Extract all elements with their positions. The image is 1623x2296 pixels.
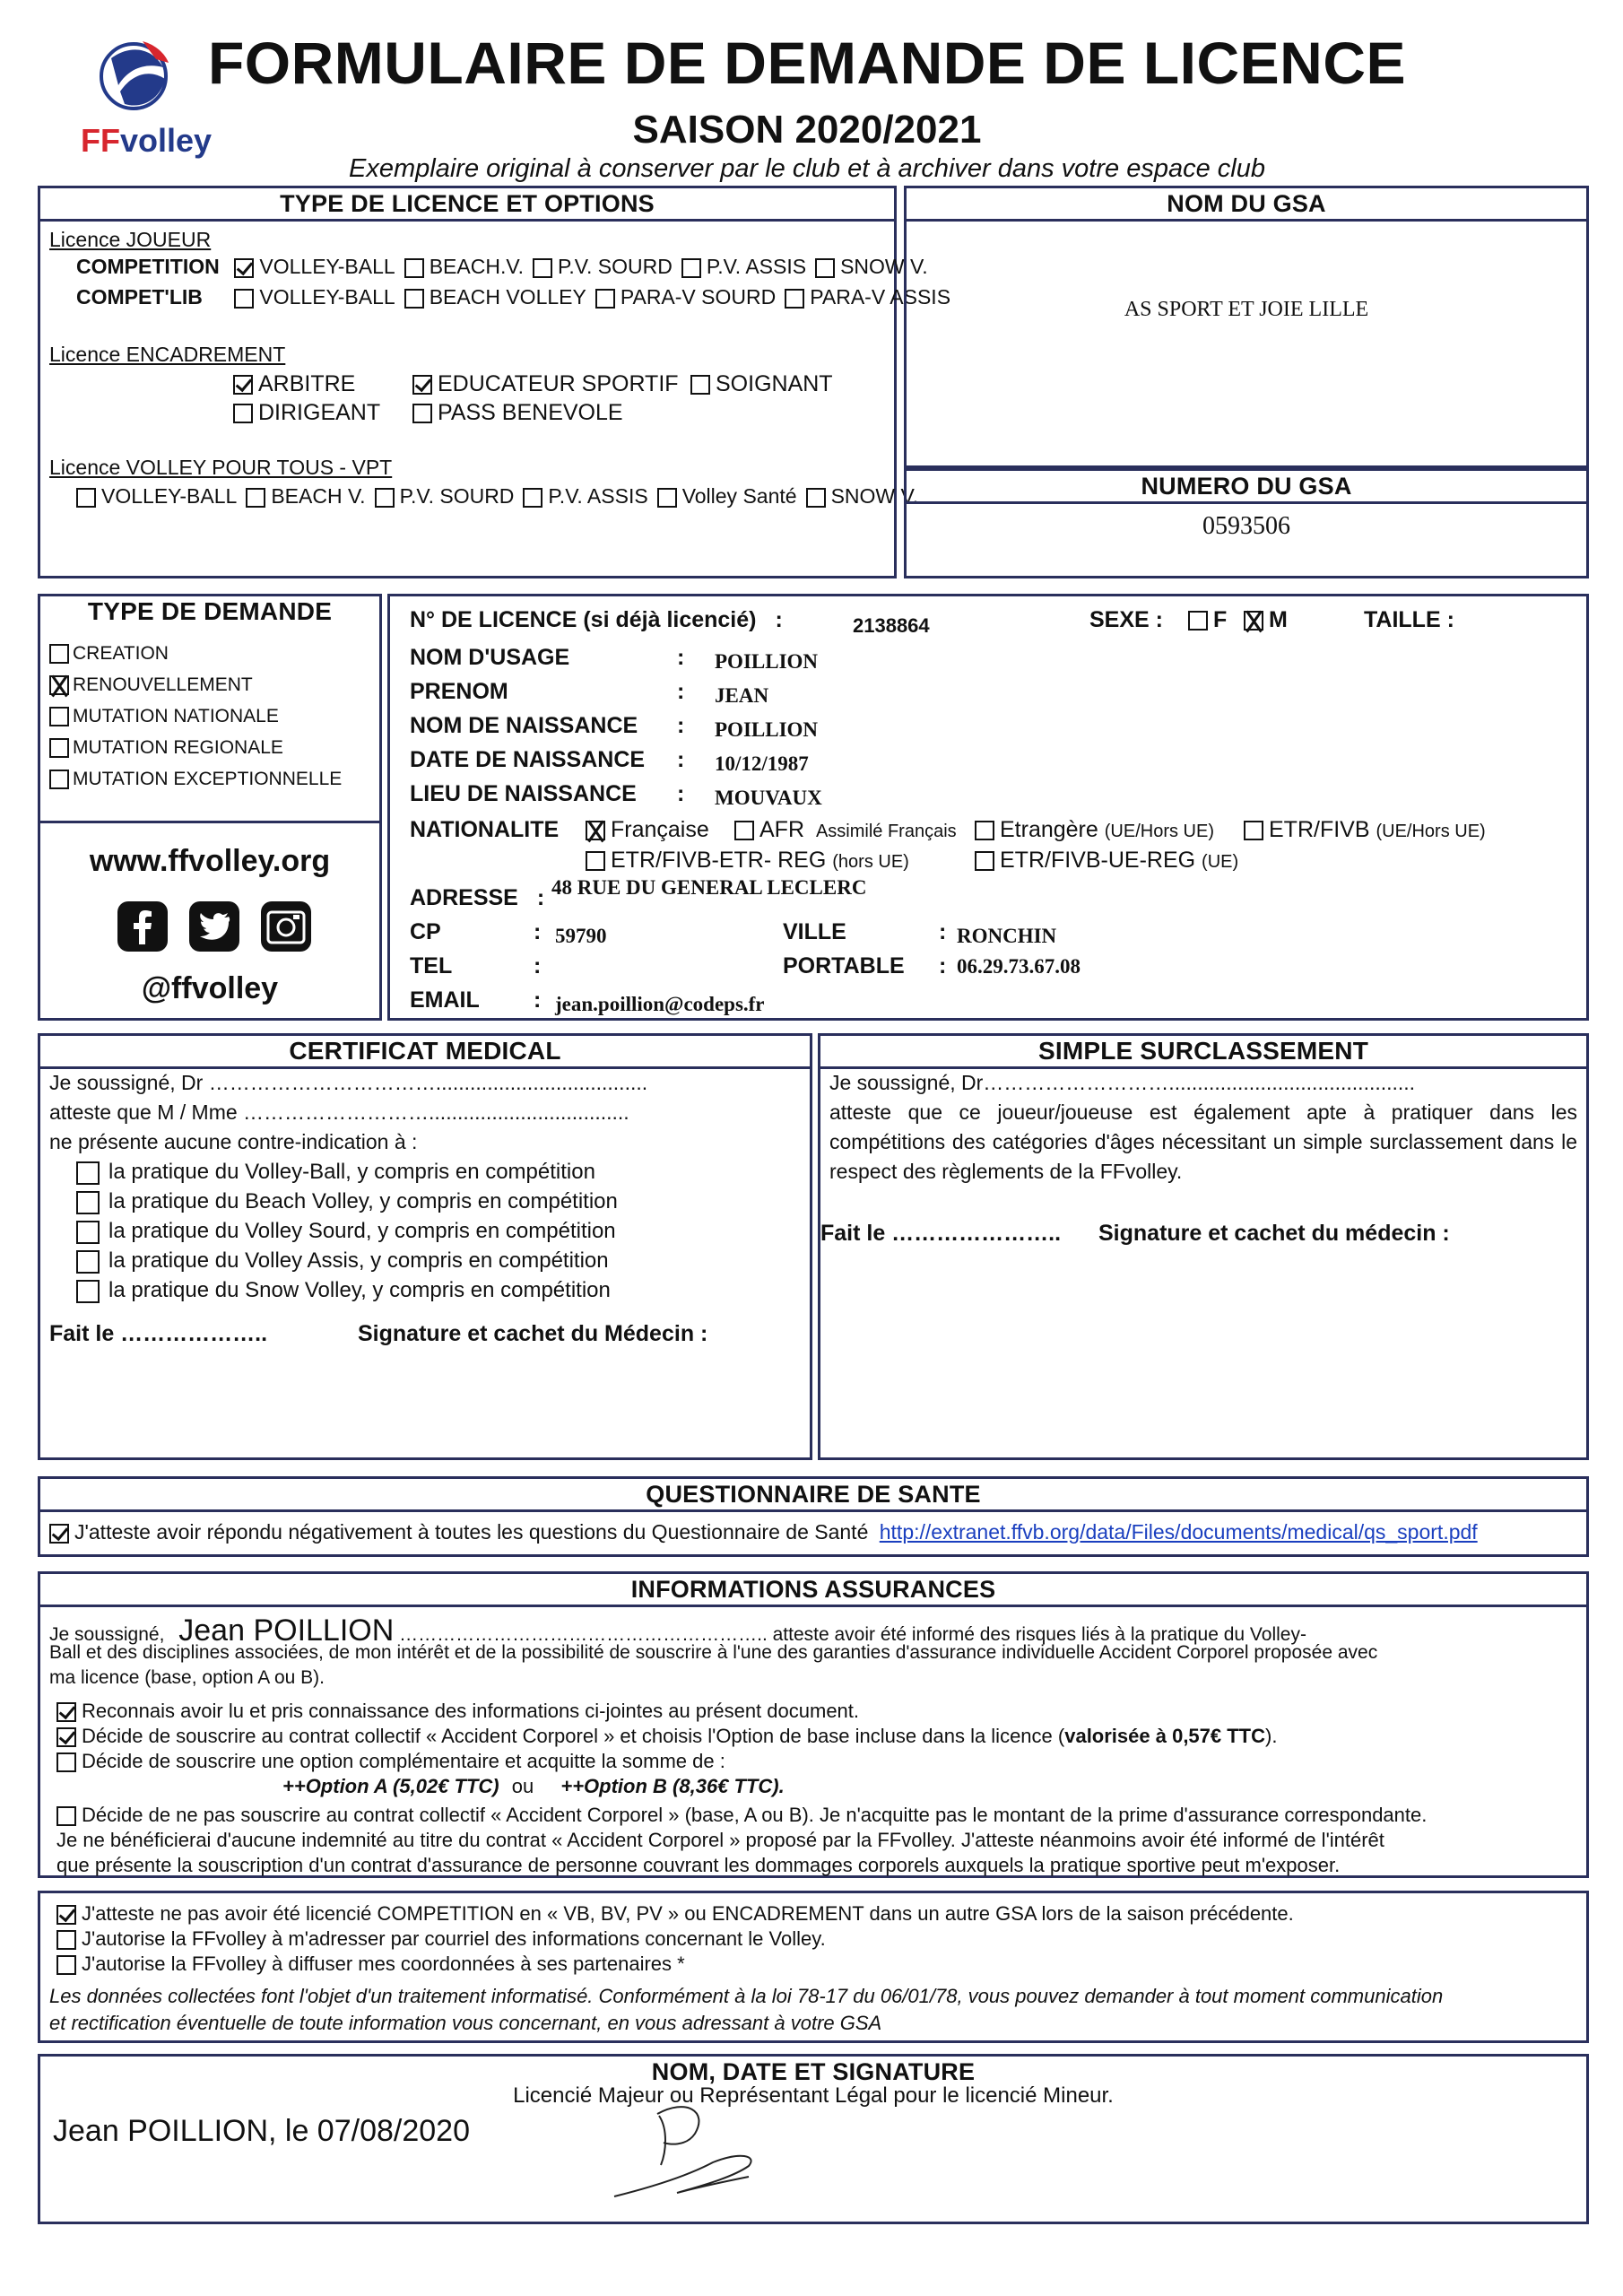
identity-section (387, 594, 1589, 1021)
complib-para-v-sourd-label: PARA-V SOURD (620, 285, 777, 309)
ville-label: VILLE (783, 919, 846, 944)
encadrement-dirigeant-label: DIRIGEANT (258, 400, 381, 425)
medical-item (76, 1219, 618, 1248)
rgpd-line-2: et rectification éventuelle de toute information vous concernant, en vous adressant à votre GSA (49, 2012, 882, 2034)
season-label: SAISON 2020/2021 (632, 108, 982, 152)
rgpd-line-1: Les données collectées font l'objet d'un traitement informatisé. Conformément à la loi 78-17 du 06/01/78, vous pouvez demander à tout moment communication (49, 1985, 1444, 2007)
signature-section (38, 2054, 1589, 2224)
nom-naissance-label: NOM DE NAISSANCE (410, 713, 638, 738)
encadrement-row-1 (233, 371, 879, 397)
nat-etrangere: Etrangère (UE/Hors UE) (975, 817, 1214, 843)
demande-type-title: TYPE DE DEMANDE (87, 597, 333, 625)
medical-signature: Signature et cachet du Médecin : (358, 1321, 708, 1346)
logo-text: FFvolley (81, 122, 213, 159)
portable-colon: : (939, 953, 947, 978)
nat-etr-fivb-ue-reg: ETR/FIVB-UE-REG (UE) (975, 848, 1238, 874)
nom-naissance-value: POILLION (715, 718, 819, 741)
insurance-item-4: Décide de ne pas souscrire au contrat collectif « Accident Corporel » (base, A ou B). Je n'acquitte pas le montant de la prime d'assurance correspondante. (56, 1804, 1427, 1827)
insurance-item-2: Décide de souscrire au contrat collectif « Accident Corporel » et choisis l'Option de base incluse dans la licence (valorisée à 0,57€ TTC). (56, 1725, 1277, 1748)
vpt-snow-v (806, 484, 919, 508)
vpt-row (76, 484, 927, 509)
email-value: jean.poillion@codeps.fr (555, 993, 765, 1015)
medical-line-3: ne présente aucune contre-indication à : (49, 1130, 418, 1153)
vpt-p-v-sourd-label: P.V. SOURD (399, 484, 515, 508)
lieu-naissance-label: LIEU DE NAISSANCE (410, 781, 637, 806)
insurance-section (38, 1571, 1589, 1878)
competition-p-v-assis (681, 255, 806, 278)
adresse-label: ADRESSE : (410, 885, 545, 910)
vpt-beach-v-checkbox[interactable] (246, 488, 265, 508)
demande-mutation-regionale-checkbox[interactable] (49, 738, 69, 758)
complib-para-v-sourd (595, 285, 776, 309)
competition-beach-v (404, 255, 524, 278)
nom-usage-colon: : (677, 645, 685, 670)
insurance-item-4-line-2: Je ne bénéficierai d'aucune indemnité au titre du contrat « Accident Corporel » proposé par la FFvolley. J'atteste néanmoins avoir été informé de l'intérêt (56, 1829, 1384, 1851)
sexe-f: F (1188, 607, 1227, 633)
insurance-item-3-checkbox[interactable] (56, 1752, 76, 1772)
divider (40, 821, 379, 823)
twitter-icon (189, 901, 239, 952)
attestation-2-checkbox[interactable] (56, 1930, 76, 1950)
competition-volley-ball-checkbox[interactable] (234, 258, 254, 278)
demande-mutation-exceptionnelle-label: MUTATION EXCEPTIONNELLE (73, 769, 343, 789)
medical-item (76, 1248, 618, 1278)
medical-item-checkbox[interactable] (76, 1161, 100, 1185)
competition-volley-ball-label: VOLLEY-BALL (259, 255, 395, 278)
nat-etr-fivb-etr-reg: ETR/FIVB-ETR- REG (hors UE) (586, 848, 909, 874)
complib-volley-ball-checkbox[interactable] (234, 289, 254, 309)
medical-item (76, 1278, 618, 1308)
vpt-p-v-assis (523, 484, 647, 508)
nat-etrangere-checkbox[interactable] (975, 821, 994, 840)
signature-value: Jean POILLION, le 07/08/2020 (53, 2114, 470, 2148)
complib-volley-ball-label: VOLLEY-BALL (259, 285, 395, 309)
form-title: FORMULAIRE DE DEMANDE DE LICENCE (207, 30, 1407, 96)
form-subtitle: Exemplaire original à conserver par le club et à archiver dans votre espace club (349, 154, 1265, 183)
medical-item-checkbox[interactable] (76, 1191, 100, 1214)
demande-options (49, 643, 342, 800)
portable-value: 06.29.73.67.08 (957, 955, 1081, 978)
surclassement-text: atteste que ce joueur/joueuse est également apte à pratiquer dans les compétitions des catégories d'âges nécessitant un simple surclassement dans le respect des règlements de la FFvolley. (829, 1100, 1577, 1183)
medical-line-2: atteste que M / Mme ………………………................................... (49, 1100, 629, 1124)
nat-francaise: Française (586, 817, 709, 843)
complib-volley-ball (234, 285, 395, 309)
handwritten-signature (560, 2080, 794, 2214)
insurance-options: ++Option A (5,02€ TTC) ou ++Option B (8,36€ TTC). (282, 1775, 785, 1797)
ffvolley-logo (81, 36, 213, 161)
vpt-snow-v-checkbox[interactable] (806, 488, 826, 508)
social-handle: @ffvolley (141, 971, 279, 1005)
insurance-item-4-checkbox[interactable] (56, 1806, 76, 1826)
encadrement-educateur-sportif-label: EDUCATEUR SPORTIF (438, 371, 679, 396)
competition-snow-v-checkbox[interactable] (815, 258, 835, 278)
encadrement-pass-benevole (412, 400, 681, 426)
encadrement-label: Licence ENCADREMENT (49, 343, 286, 366)
vpt-beach-v-label: BEACH V. (271, 484, 366, 508)
nat-etr-fivb: ETR/FIVB (UE/Hors UE) (1244, 817, 1486, 843)
competition-beach-v-label: BEACH.V. (429, 255, 524, 278)
encadrement-arbitre-label: ARBITRE (258, 371, 356, 396)
prenom-colon: : (677, 679, 685, 704)
licence-type-section (38, 186, 951, 578)
attestation-1: J'atteste ne pas avoir été licencié COMPETITION en « VB, BV, PV » ou ENCADREMENT dans un autre GSA lors de la saison précédente. (56, 1902, 1294, 1926)
insurance-item-2-checkbox[interactable] (56, 1727, 76, 1747)
prenom-value: JEAN (715, 684, 769, 707)
demande-type-section (38, 594, 382, 1021)
encadrement-educateur-sportif (412, 371, 681, 397)
medical-line-1: Je soussigné, Dr ……………………………..................................... (49, 1071, 648, 1094)
competition-p-v-assis-checkbox[interactable] (681, 258, 701, 278)
surclassement-fait-le: Fait le ………………….. (820, 1221, 1062, 1246)
licence-number-value: 2138864 (853, 614, 930, 637)
tel-label: TEL (410, 953, 453, 978)
complib-beach-volley (404, 285, 586, 309)
encadrement-arbitre (233, 371, 404, 397)
medical-item-label: la pratique du Volley-Ball, y compris en compétition (108, 1160, 595, 1184)
signature-title: NOM, DATE ET SIGNATURE (651, 2058, 976, 2085)
nom-naissance-colon: : (677, 713, 685, 738)
medical-item-label: la pratique du Volley Assis, y compris en compétition (108, 1248, 609, 1273)
demande-renouvellement-checkbox[interactable] (49, 675, 69, 695)
nom-usage-label: NOM D'USAGE (410, 645, 570, 670)
insurance-intro-1: Je soussigné, Jean POILLION ………………………………………………….. atteste avoir été informé des risques liés à la pratique du Volley- (49, 1613, 1306, 1648)
nat-etr-fivb-etr-reg-checkbox[interactable] (586, 851, 605, 871)
surclassement-line-1: Je soussigné, Dr………………………........................................... (829, 1071, 1416, 1094)
volleyball-logo-icon (93, 36, 174, 117)
competition-volley-ball (234, 255, 395, 278)
nationalite-label: NATIONALITE (410, 817, 560, 842)
medical-item-label: la pratique du Beach Volley, y compris en compétition (108, 1189, 618, 1213)
demande-mutation-exceptionnelle-checkbox[interactable] (49, 770, 69, 789)
vpt-snow-v-label: SNOW V. (830, 484, 919, 508)
sexe-m: M (1244, 607, 1288, 633)
questionnaire-link[interactable]: http://extranet.ffvb.org/data/Files/documents/medical/qs_sport.pdf (879, 1520, 1478, 1544)
competition-p-v-assis-label: P.V. ASSIS (706, 255, 807, 278)
prenom-label: PRENOM (410, 679, 508, 704)
email-colon: : (534, 987, 542, 1013)
competition-beach-v-checkbox[interactable] (404, 258, 424, 278)
cp-label: CP (410, 919, 441, 944)
nat-afr-checkbox[interactable] (734, 821, 754, 840)
encadrement-pass-benevole-checkbox[interactable] (412, 404, 432, 423)
vpt-volley-sant-label: Volley Santé (681, 484, 797, 508)
encadrement-pass-benevole-label: PASS BENEVOLE (438, 400, 623, 425)
attestations-section (38, 1891, 1589, 2043)
insurance-intro-3: ma licence (base, option A ou B). (49, 1667, 325, 1688)
vpt-volley-sant (657, 484, 797, 508)
joueur-label: Licence JOUEUR (49, 228, 212, 251)
demande-mutation-regionale-label: MUTATION REGIONALE (73, 737, 283, 758)
complib-row (76, 285, 959, 309)
encadrement-row-2 (233, 400, 690, 426)
medical-item-checkbox[interactable] (76, 1221, 100, 1244)
licence-number-label: N° DE LICENCE (si déjà licencié) : (410, 607, 783, 632)
surclassement-title: SIMPLE SURCLASSEMENT (820, 1036, 1586, 1069)
ville-colon: : (939, 919, 947, 944)
tel-colon: : (534, 953, 542, 978)
adresse-value: 48 RUE DU GENERAL LECLERC (551, 876, 867, 899)
medical-title: CERTIFICAT MEDICAL (40, 1036, 810, 1069)
gsa-number-value: 0593506 (1202, 512, 1290, 540)
competition-snow-v-label: SNOW V. (840, 255, 928, 278)
encadrement-soignant-label: SOIGNANT (716, 371, 833, 396)
competition-label: COMPETITION (76, 255, 220, 278)
attestation-3: J'autorise la FFvolley à diffuser mes coordonnées à ses partenaires * (56, 1952, 685, 1976)
medical-certificate-section (38, 1033, 812, 1460)
vpt-p-v-sourd-checkbox[interactable] (375, 488, 395, 508)
vpt-volley-ball-checkbox[interactable] (76, 488, 96, 508)
encadrement-soignant-checkbox[interactable] (690, 375, 710, 395)
competition-p-v-sourd (533, 255, 673, 278)
sexe-m-checkbox[interactable] (1244, 611, 1263, 631)
demande-renouvellement (49, 674, 342, 706)
demande-mutation-nationale (49, 706, 342, 737)
handwritten-name: Jean POILLION (178, 1613, 395, 1648)
date-naissance-value: 10/12/1987 (715, 752, 809, 775)
demande-mutation-nationale-checkbox[interactable] (49, 707, 69, 726)
demande-mutation-regionale (49, 737, 342, 769)
encadrement-arbitre-checkbox[interactable] (233, 375, 253, 395)
insurance-item-4-line-3: que présente la souscription d'un contrat d'assurance de personne couvrant les dommages corporels auxquels la pratique sportive peut m'exposer. (56, 1854, 1341, 1876)
demande-creation-label: CREATION (73, 643, 169, 664)
encadrement-educateur-sportif-checkbox[interactable] (412, 375, 432, 395)
date-naissance-colon: : (677, 747, 685, 772)
vpt-volley-sant-checkbox[interactable] (657, 488, 677, 508)
gsa-number-section (904, 468, 1589, 578)
vpt-p-v-assis-label: P.V. ASSIS (548, 484, 648, 508)
vpt-p-v-sourd (375, 484, 515, 508)
questionnaire-checkbox[interactable] (49, 1524, 69, 1544)
insurance-item-3: Décide de souscrire une option complémentaire et acquitte la somme de : (56, 1750, 725, 1773)
gsa-name-title: NOM DU GSA (907, 188, 1586, 222)
nat-francaise-checkbox[interactable] (586, 821, 605, 840)
encadrement-dirigeant (233, 400, 404, 426)
vpt-p-v-assis-checkbox[interactable] (523, 488, 542, 508)
insurance-item-1: Reconnais avoir lu et pris connaissance des informations ci-jointes au présent document. (56, 1700, 859, 1723)
ville-value: RONCHIN (957, 925, 1057, 947)
facebook-icon (117, 901, 168, 952)
sexe-f-checkbox[interactable] (1188, 611, 1208, 631)
insurance-intro-2: Ball et des disciplines associées, de mon intérêt et de la possibilité de souscrire à l'une des garanties d'assurance individuelle Accident Corporel proposée avec (49, 1642, 1378, 1663)
sexe-label: SEXE : (1089, 607, 1163, 632)
gsa-name-section (904, 186, 1589, 468)
gsa-number-title: NUMERO DU GSA (907, 471, 1586, 504)
attestation-2: J'autorise la FFvolley à m'adresser par courriel des informations concernant le Volley. (56, 1927, 826, 1951)
vpt-volley-ball-label: VOLLEY-BALL (101, 484, 238, 508)
complib-para-v-assis-label: PARA-V ASSIS (810, 285, 951, 309)
competition-p-v-sourd-checkbox[interactable] (533, 258, 552, 278)
cp-colon: : (534, 919, 542, 944)
complib-beach-volley-checkbox[interactable] (404, 289, 424, 309)
lieu-naissance-colon: : (677, 781, 685, 806)
section-title: TYPE DE LICENCE ET OPTIONS (40, 188, 894, 222)
competition-p-v-sourd-label: P.V. SOURD (557, 255, 673, 278)
demande-mutation-exceptionnelle (49, 769, 342, 800)
instagram-icon (261, 901, 311, 952)
demande-mutation-nationale-label: MUTATION NATIONALE (73, 706, 279, 726)
medical-item-label: la pratique du Volley Sourd, y compris en compétition (108, 1219, 616, 1243)
nom-usage-value: POILLION (715, 650, 819, 673)
vpt-beach-v (246, 484, 365, 508)
email-label: EMAIL (410, 987, 480, 1013)
signature-subtitle: Licencié Majeur ou Représentant Légal pour le licencié Mineur. (513, 2083, 1114, 2108)
demande-renouvellement-label: RENOUVELLEMENT (73, 674, 253, 695)
complib-para-v-sourd-checkbox[interactable] (595, 289, 615, 309)
competition-row (76, 255, 937, 279)
nat-etr-fivb-checkbox[interactable] (1244, 821, 1263, 840)
nat-etr-fivb-ue-reg-checkbox[interactable] (975, 851, 994, 871)
questionnaire-title: QUESTIONNAIRE DE SANTE (40, 1479, 1586, 1512)
medical-fait-le: Fait le ……………….. (49, 1321, 268, 1346)
medical-item (76, 1189, 618, 1219)
gsa-name-value: AS SPORT ET JOIE LILLE (1124, 298, 1369, 321)
questionnaire-row: J'atteste avoir répondu négativement à toutes les questions du Questionnaire de Santé http://extranet.ffvb.org/data/Files/documents/medical/qs_sport.pdf (49, 1520, 1478, 1544)
portable-label: PORTABLE (783, 953, 905, 978)
attestation-1-checkbox[interactable] (56, 1905, 76, 1925)
questionnaire-section (38, 1476, 1589, 1557)
attestation-3-checkbox[interactable] (56, 1955, 76, 1975)
complib-para-v-assis-checkbox[interactable] (785, 289, 804, 309)
surclassement-signature: Signature et cachet du médecin : (1098, 1221, 1450, 1246)
vpt-label: Licence VOLLEY POUR TOUS - VPT (49, 456, 393, 479)
medical-item-label: la pratique du Snow Volley, y compris en compétition (108, 1278, 611, 1302)
date-naissance-label: DATE DE NAISSANCE (410, 747, 646, 772)
vpt-volley-ball (76, 484, 237, 508)
lieu-naissance-value: MOUVAUX (715, 787, 822, 809)
demande-creation-checkbox[interactable] (49, 644, 69, 664)
demande-creation (49, 643, 342, 674)
website: www.ffvolley.org (89, 844, 331, 878)
complib-label: COMPET'LIB (76, 285, 203, 309)
insurance-title: INFORMATIONS ASSURANCES (40, 1574, 1586, 1607)
medical-item-checkbox[interactable] (76, 1250, 100, 1274)
encadrement-dirigeant-checkbox[interactable] (233, 404, 253, 423)
taille-label: TAILLE : (1364, 607, 1454, 632)
insurance-item-1-checkbox[interactable] (56, 1702, 76, 1722)
surclassement-section (818, 1033, 1589, 1460)
nat-afr: AFR Assimilé Français (734, 817, 957, 843)
social-icons (117, 901, 315, 955)
medical-item-checkbox[interactable] (76, 1280, 100, 1303)
encadrement-soignant (690, 371, 870, 397)
cp-value: 59790 (555, 925, 607, 947)
medical-item (76, 1160, 618, 1189)
medical-items (76, 1160, 618, 1308)
complib-beach-volley-label: BEACH VOLLEY (429, 285, 586, 309)
